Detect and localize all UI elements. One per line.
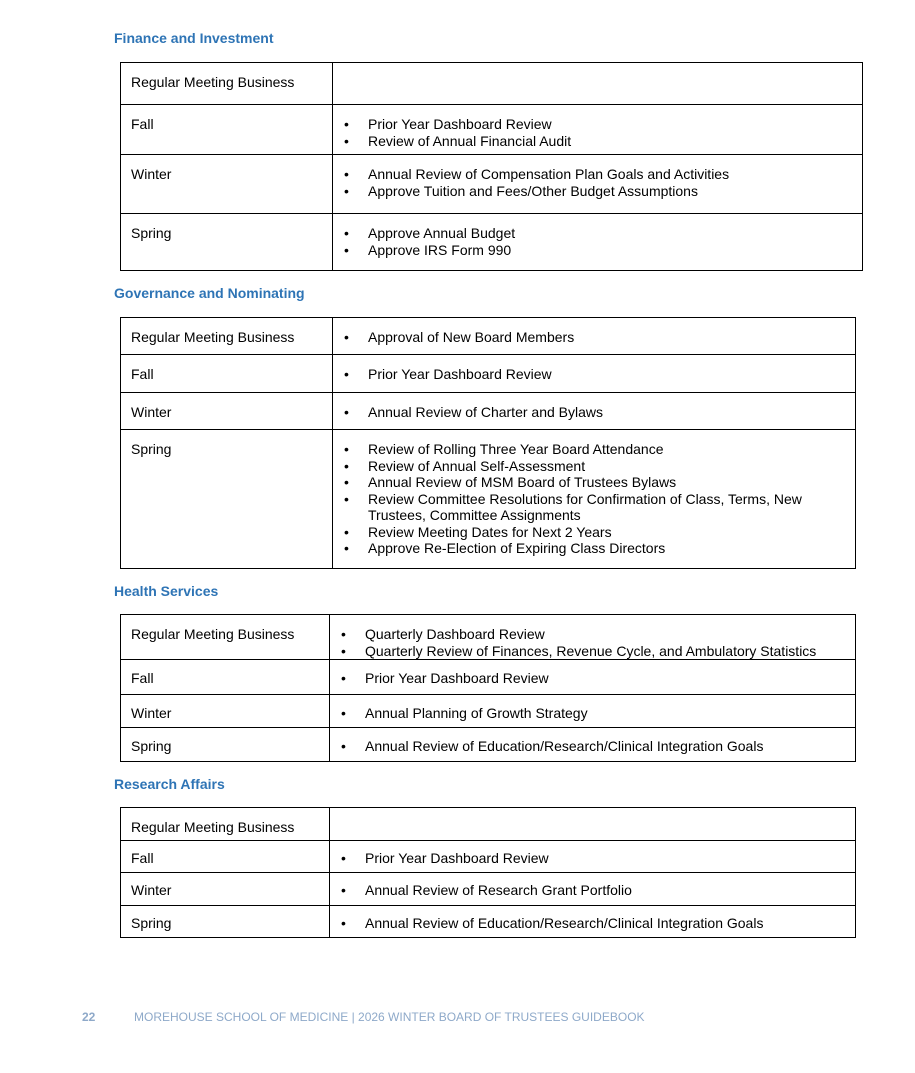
list-item: • Prior Year Dashboard Review [333,116,862,133]
row-label: Regular Meeting Business [131,819,295,835]
list-item: • Approve Re-Election of Expiring Class Directors [333,540,847,557]
list-item: • Review Meeting Dates for Next 2 Years [333,524,847,541]
table-row [121,841,856,873]
row-label: Spring [131,441,172,457]
list-item: • Annual Review of Education/Research/Clinical Integration Goals [330,738,855,755]
list-item: • Prior Year Dashboard Review [330,670,855,687]
row-items-cell [333,63,863,105]
bullet-list [330,695,855,722]
row-items-cell [333,155,863,214]
row-items-cell [333,214,863,271]
table-row [121,105,863,155]
health-services-calendar-table [120,614,856,762]
table-row [121,808,856,841]
row-label: Winter [131,882,172,898]
list-item: • Annual Planning of Growth Strategy [330,705,855,722]
table-row [121,430,856,569]
row-label: Regular Meeting Business [131,626,295,642]
row-label-cell [121,660,330,695]
bullet-list [330,906,855,932]
row-label: Spring [131,915,172,931]
bullet-list [333,105,862,149]
table-row [121,318,856,355]
row-label-cell [121,841,330,873]
table-row [121,873,856,906]
row-label: Spring [131,738,172,754]
table-row [121,906,856,938]
row-label: Regular Meeting Business [131,329,295,345]
table-row [121,155,863,214]
list-item: • Annual Review of MSM Board of Trustees Bylaws [333,474,847,491]
row-label: Winter [131,404,172,420]
row-items-cell [330,660,856,695]
row-label-cell [121,906,330,938]
row-items-cell [330,873,856,906]
row-label: Fall [131,366,154,382]
list-item: • Review of Rolling Three Year Board Attendance [333,441,847,458]
footer-title: MOREHOUSE SCHOOL OF MEDICINE | 2026 WINTER BOARD OF TRUSTEES GUIDEBOOK [134,1010,645,1024]
row-items-cell [330,808,856,841]
table-row [121,393,856,430]
list-item: • Review Committee Resolutions for Confirmation of Class, Terms, New Trustees, Committee Assignments [333,491,847,524]
row-label: Fall [131,116,154,132]
row-label-cell [121,615,330,660]
bullet-list [333,355,855,383]
row-label-cell [121,430,333,569]
row-items-cell [330,615,856,660]
bullet-list [333,318,855,346]
table-row [121,355,856,393]
list-item: • Prior Year Dashboard Review [330,850,855,867]
list-item: • Approval of New Board Members [333,329,855,346]
section-title-health-services: Health Services [114,583,219,599]
finance-calendar-table [120,62,863,271]
governance-calendar-table [120,317,856,569]
row-label-cell [121,155,333,214]
table-row [121,728,856,762]
table-row [121,695,856,728]
research-affairs-calendar-table [120,807,856,938]
list-item: • Quarterly Dashboard Review [330,626,855,643]
list-item: • Annual Review of Research Grant Portfolio [330,882,855,899]
list-item: • Quarterly Review of Finances, Revenue Cycle, and Ambulatory Statistics [330,643,855,660]
row-label-cell [121,318,333,355]
row-label: Winter [131,166,172,182]
row-label: Fall [131,670,154,686]
bullet-list [333,430,855,557]
row-label-cell [121,63,333,105]
row-items-cell [330,906,856,938]
row-label-cell [121,393,333,430]
list-item: • Review of Annual Financial Audit [333,133,862,150]
bullet-list [333,155,862,199]
row-items-cell [333,105,863,155]
row-label-cell [121,728,330,762]
list-item: • Approve IRS Form 990 [333,242,862,259]
row-label: Winter [131,705,172,721]
row-label-cell [121,214,333,271]
bullet-list [330,873,855,899]
row-items-cell [330,841,856,873]
row-label-cell [121,873,330,906]
row-items-cell [333,393,856,430]
table-row [121,615,856,660]
bullet-list [330,615,855,659]
row-label-cell [121,808,330,841]
table-row [121,660,856,695]
bullet-list [330,841,855,867]
section-title-research-affairs: Research Affairs [114,776,225,792]
list-item: • Annual Review of Compensation Plan Goals and Activities [333,166,862,183]
bullet-list [330,660,855,687]
table-row [121,214,863,271]
list-item: • Approve Annual Budget [333,225,862,242]
bullet-list [330,728,855,755]
row-items-cell [333,355,856,393]
bullet-list [333,393,855,421]
list-item: • Approve Tuition and Fees/Other Budget Assumptions [333,183,862,200]
row-items-cell [330,728,856,762]
list-item: • Review of Annual Self-Assessment [333,458,847,475]
row-items-cell [333,430,856,569]
row-label-cell [121,105,333,155]
section-title-governance: Governance and Nominating [114,285,305,301]
section-title-finance: Finance and Investment [114,30,274,46]
row-label-cell [121,355,333,393]
row-label-cell [121,695,330,728]
list-item: • Annual Review of Charter and Bylaws [333,404,855,421]
row-label: Spring [131,225,172,241]
row-items-cell [330,695,856,728]
row-label: Fall [131,850,154,866]
table-row [121,63,863,105]
page-number: 22 [82,1010,96,1024]
row-items-cell [333,318,856,355]
bullet-list [333,214,862,258]
list-item: • Prior Year Dashboard Review [333,366,855,383]
list-item: • Annual Review of Education/Research/Clinical Integration Goals [330,915,855,932]
row-label: Regular Meeting Business [131,74,295,90]
